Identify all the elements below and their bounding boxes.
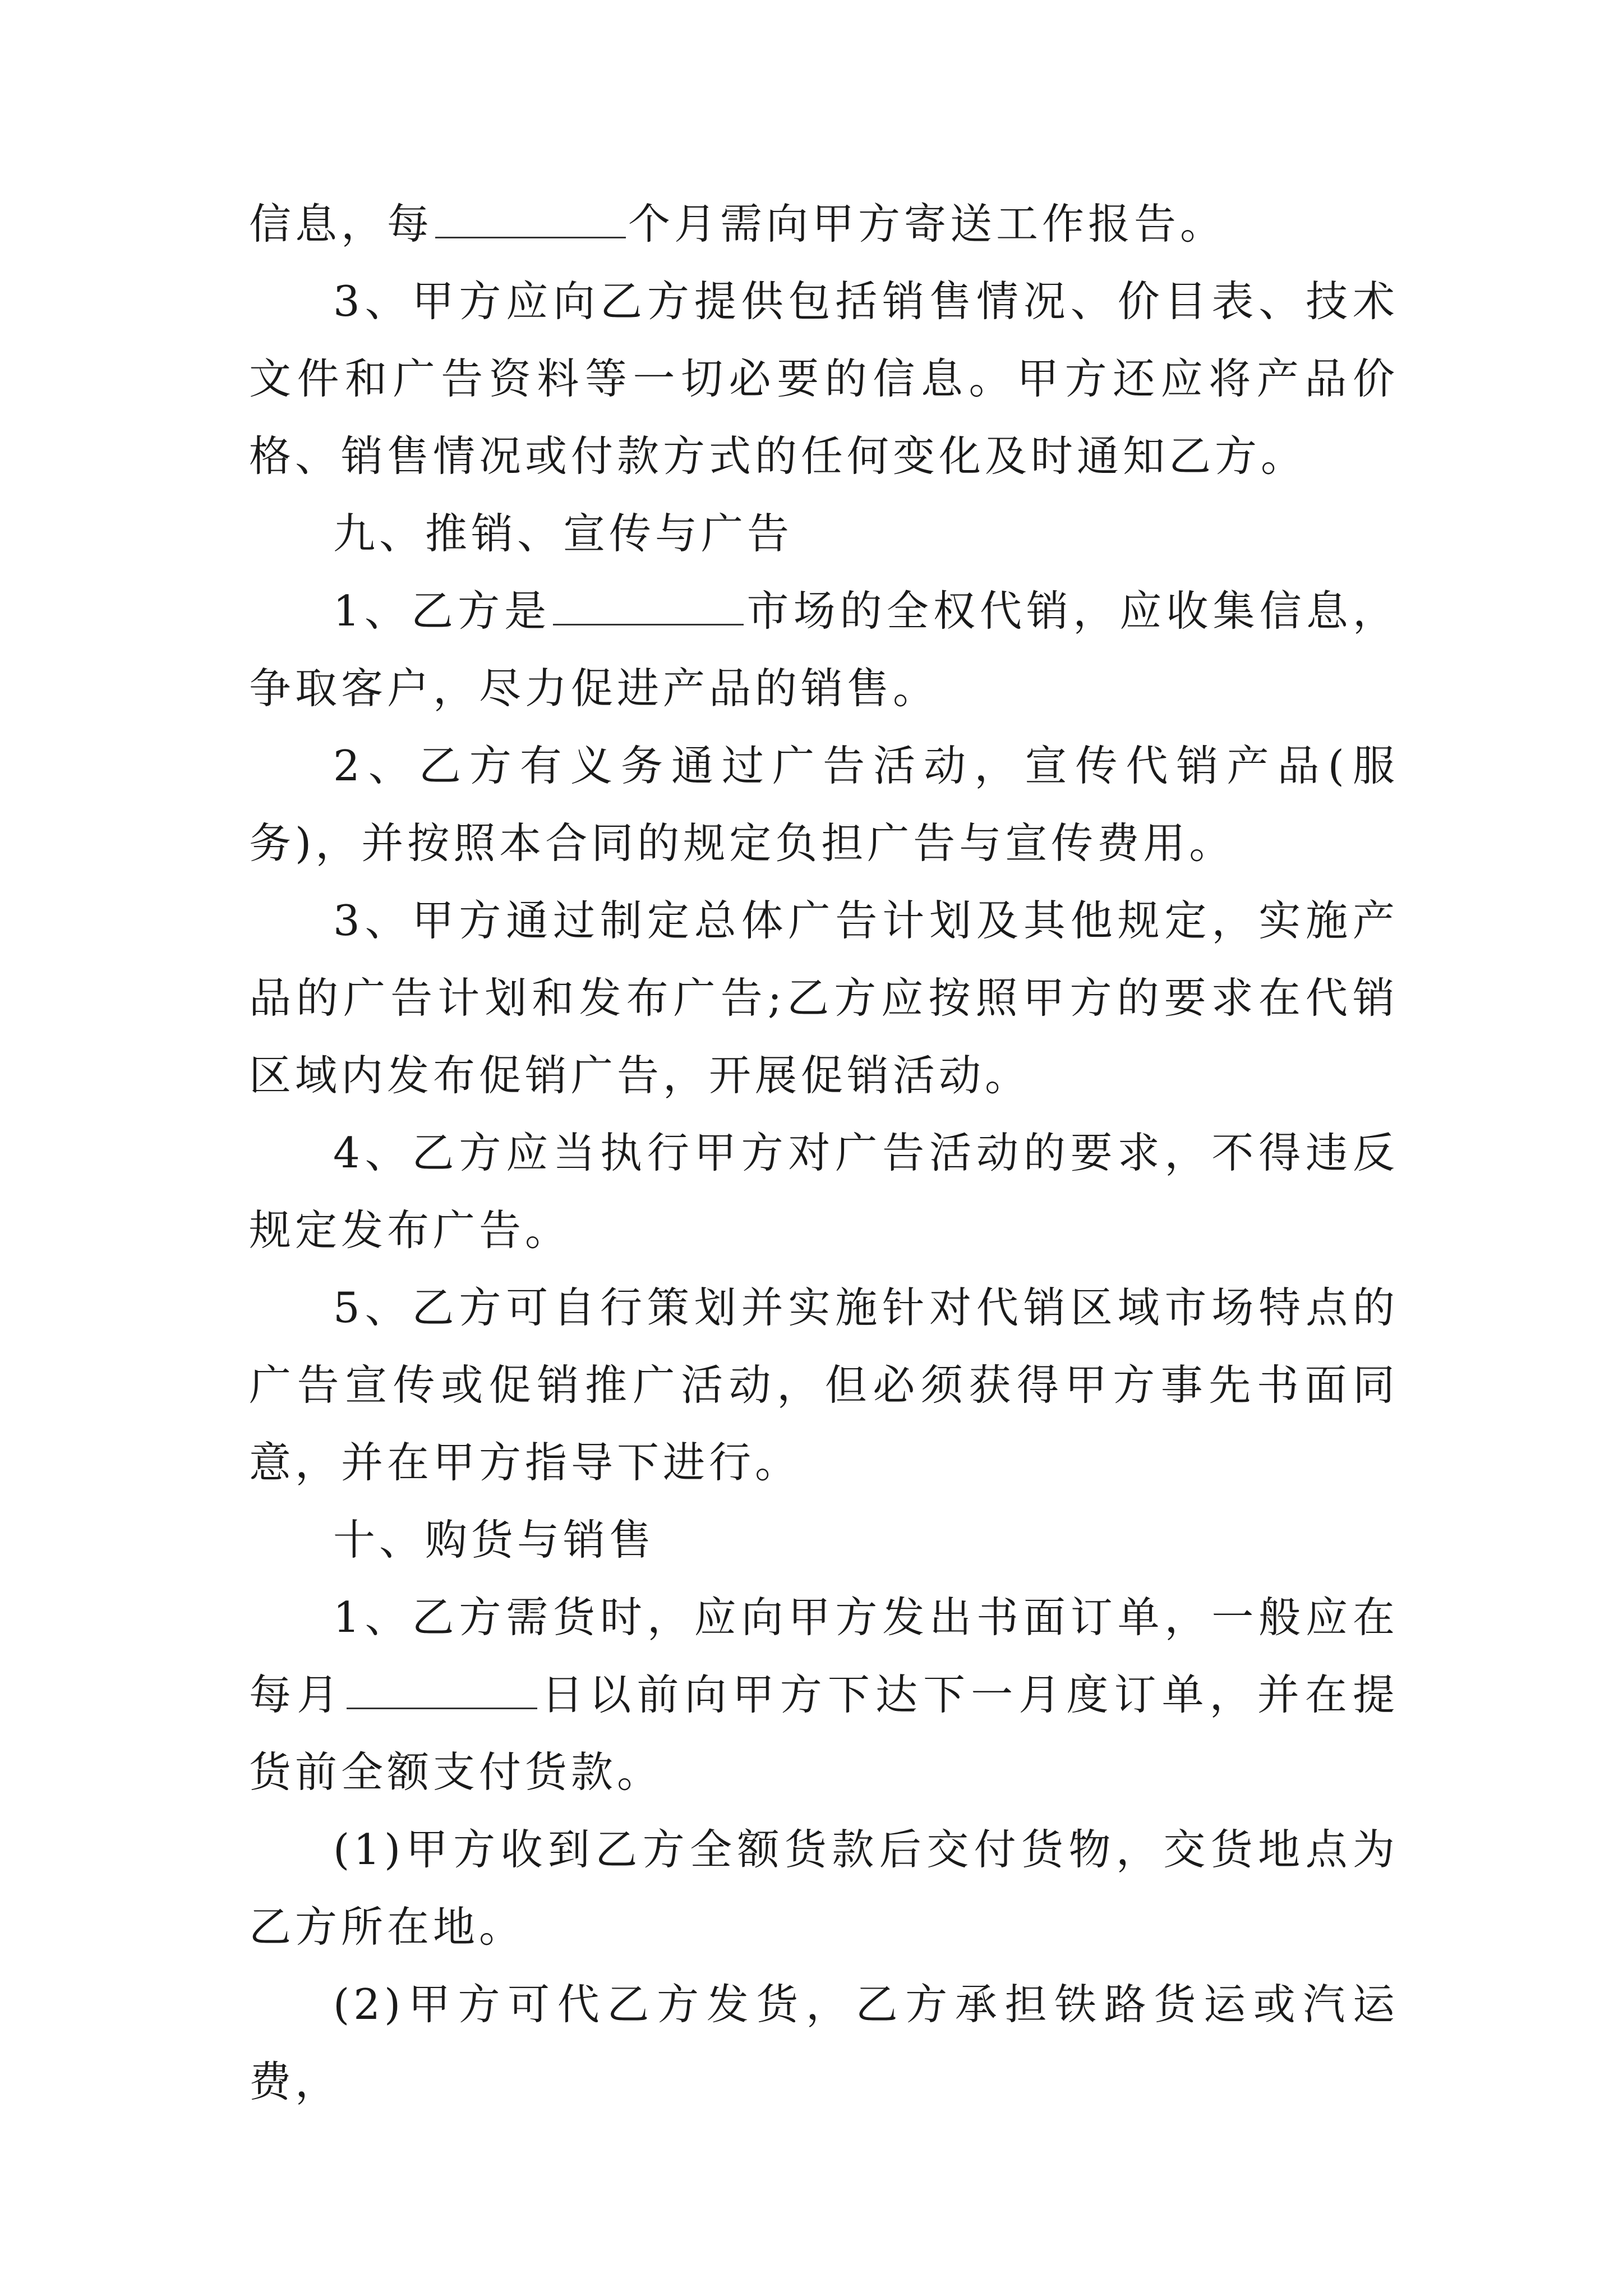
paragraph-advertising-plan: 3、甲方通过制定总体广告计划及其他规定，实施产品的广告计划和发布广告;乙方应按照甲方的要求在代销区域内发布促销广告，开展促销活动。 [249,896,1399,1100]
fill-in-blank[interactable] [435,204,626,238]
section-heading-promotion: 九、推销、宣传与广告 [333,509,794,558]
paragraph-advertising-duty: 2、乙方有义务通过广告活动，宣传代销产品(服务)，并按照本合同的规定负担广告与宣传费用。 [249,741,1399,868]
document-body [249,185,1399,2120]
fill-in-blank[interactable] [347,1675,537,1709]
paragraph-information-provision: 3、甲方应向乙方提供包括销售情况、价目表、技术文件和广告资料等一切必要的信息。甲方还应将产品价格、销售情况或付款方式的任何变化及时通知乙方。 [249,277,1399,481]
paragraph-delivery: (1)甲方收到乙方全额货款后交付货物，交货地点为乙方所在地。 [249,1825,1399,1952]
fill-in-blank[interactable] [553,591,744,625]
paragraph-order-placement: 1、乙方需货时，应向甲方发出书面订单，一般应在每月 日以前向甲方下达下一月度订单，并在提货前全额支付货款。 [249,1593,1399,1797]
paragraph-shipping: (2)甲方可代乙方发货，乙方承担铁路货运或汽运费， [249,1980,1399,2106]
paragraph-exclusive-agent: 1、乙方是 市场的全权代销，应收集信息，争取客户，尽力促进产品的销售。 [249,586,1399,713]
paragraph-report-frequency: 信息，每 个月需向甲方寄送工作报告。 [249,199,1227,249]
section-heading-purchase-sales: 十、购货与销售 [333,1515,656,1565]
paragraph-self-planned-promotion: 5、乙方可自行策划并实施针对代销区域市场特点的广告宣传或促销推广活动，但必须获得甲方事先书面同意，并在甲方指导下进行。 [249,1283,1399,1487]
paragraph-advertising-requirements: 4、乙方应当执行甲方对广告活动的要求，不得违反规定发布广告。 [249,1128,1399,1255]
